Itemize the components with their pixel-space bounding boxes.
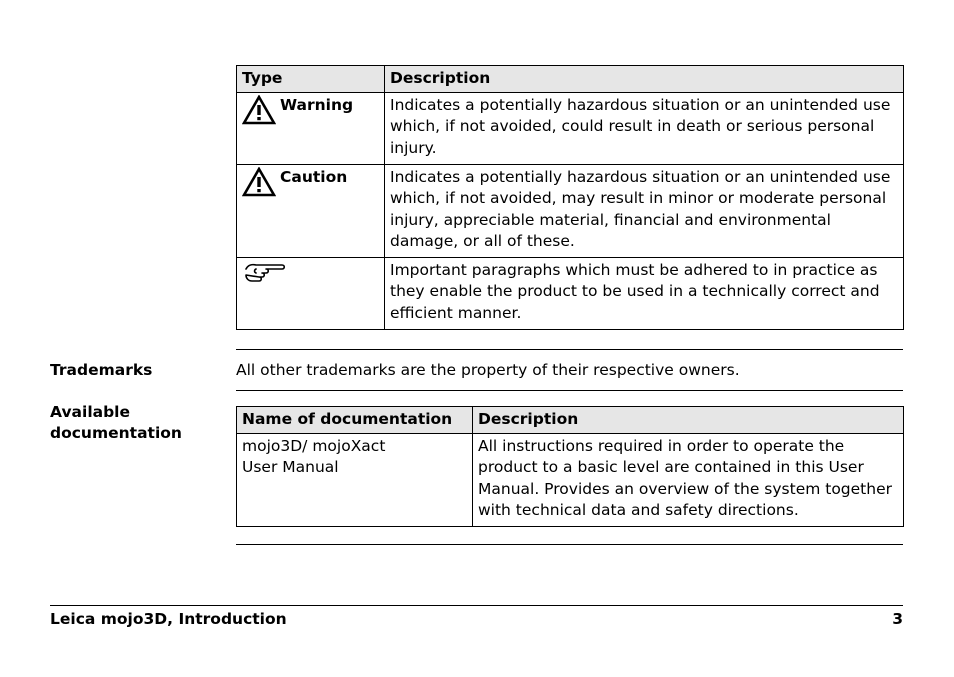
trademarks-label: Trademarks — [50, 361, 153, 379]
table-header-row — [237, 407, 904, 434]
type-cell-warning — [237, 92, 385, 164]
table-row-warning — [237, 92, 904, 164]
type-label-caution: Caution — [280, 167, 348, 186]
doc-name-line: mojo3D/ mojoXact — [242, 436, 386, 455]
description-cell-caution: Indicates a potentially hazardous situation or an unintended use which, if not avoided, may result in minor or moderate personal injury, appreciable material, financial and environmental damage, or all of these. — [385, 164, 904, 257]
pointing-hand-icon — [242, 260, 286, 284]
table-row-caution — [237, 164, 904, 257]
documentation-table — [236, 406, 904, 527]
column-header-name: Name of documentation — [237, 407, 473, 434]
type-cell-caution — [237, 164, 385, 257]
label-line: Available — [50, 403, 131, 421]
label-line: documentation — [50, 424, 182, 442]
table-header-row — [237, 66, 904, 93]
warning-triangle-icon — [242, 95, 276, 125]
page-number: 3 — [892, 610, 903, 628]
table-row-note — [237, 257, 904, 329]
warning-triangle-icon — [242, 167, 276, 197]
column-header-description: Description — [473, 407, 904, 434]
safety-symbols-table — [236, 65, 904, 330]
description-cell-note: Important paragraphs which must be adhered to in practice as they enable the product to be used in a technically correct and efficient manner. — [385, 257, 904, 329]
column-header-type: Type — [237, 66, 385, 93]
doc-name-line: User Manual — [242, 458, 339, 476]
documentation-description-cell: All instructions required in order to operate the product to a basic level are contained in this User Manual. Provides an overview of the system together with technical data and safety directions. — [473, 433, 904, 526]
trademarks-text: All other trademarks are the property of their respective owners. — [236, 361, 740, 379]
documentation-name-cell — [237, 433, 473, 526]
footer-title: Leica mojo3D, Introduction — [50, 610, 287, 628]
available-documentation-label — [50, 402, 182, 444]
section-divider — [236, 349, 903, 350]
column-header-description: Description — [385, 66, 904, 93]
type-label-warning: Warning — [280, 95, 354, 114]
section-divider — [236, 390, 903, 391]
section-divider — [236, 544, 903, 545]
type-cell-note — [237, 257, 385, 329]
description-cell-warning: Indicates a potentially hazardous situation or an unintended use which, if not avoided, could result in death or serious personal injury. — [385, 92, 904, 164]
footer-divider — [50, 605, 903, 606]
table-row — [237, 433, 904, 526]
